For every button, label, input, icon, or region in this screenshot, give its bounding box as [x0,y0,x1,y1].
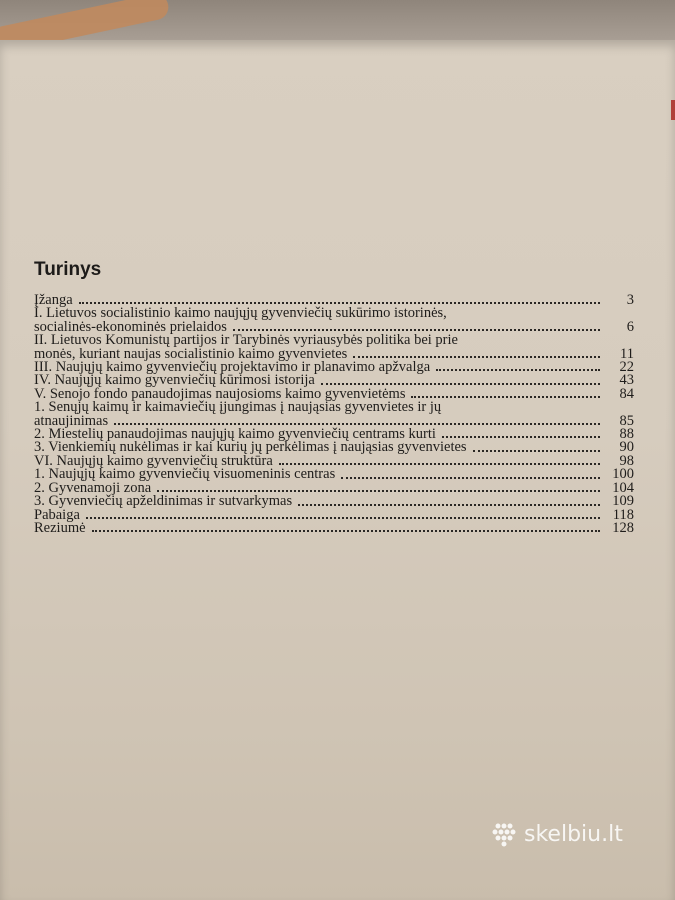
watermark-text: skelbiu.lt [524,821,623,847]
toc-page-number: 6 [626,318,634,335]
dots-logo-icon [490,820,518,848]
toc-entry-title: Reziumė [34,519,86,536]
toc-page-number: 84 [619,385,634,402]
leader-dots [411,396,600,398]
toc-page-number: 118 [612,506,634,523]
toc-page-number: 128 [612,519,634,536]
leader-dots [279,463,600,465]
leader-dots [436,369,600,371]
leader-dots [114,423,600,425]
toc-entry-title: Įžanga [34,292,73,308]
table-of-contents [34,294,634,535]
toc-page-number: 11 [620,345,634,362]
toc-page-number: 98 [619,452,634,469]
leader-dots [341,477,600,479]
toc-entry-title: atnaujinimas [34,412,109,429]
toc-entry-title: socialinės-ekonominės prielaidos [34,318,227,335]
leader-dots [298,504,600,506]
toc-entry [34,495,634,508]
leader-dots [353,356,600,358]
toc-page-number: 88 [619,426,634,443]
toc-page-number: 104 [612,479,634,496]
toc-page-number: 90 [619,439,634,456]
leader-dots [92,530,600,532]
toc-page-number: 43 [619,372,634,389]
toc-entry-title: IV. Naujųjų kaimo gyvenviečių kūrimosi istorija [34,372,315,389]
toc-entry [34,519,634,536]
toc-entry-title: VI. Naujųjų kaimo gyvenviečių struktūra [34,452,273,469]
toc-page-number: 85 [619,412,634,429]
toc-entry-line: 1. Senųjų kaimų ir kaimaviečių įjungimas į naująsias gyvenvietes ir jų [34,399,442,416]
leader-dots [321,383,600,385]
leader-dots [86,517,600,519]
toc-page-number: 109 [612,493,634,510]
leader-dots [157,490,600,492]
red-edge [671,100,675,120]
toc-entry-title: III. Naujųjų kaimo gyvenviečių projektavimo ir planavimo apžvalga [34,359,431,376]
toc-entry-line: II. Lietuvos Komunistų partijos ir Tarybinės vyriausybės politika bei prie [34,332,458,349]
toc-entry-title: Pabaiga [34,506,80,523]
toc-entry-title: 2. Miestelių panaudojimas naujųjų kaimo gyvenviečių centrams kurti [34,426,436,443]
leader-dots [233,329,600,331]
toc-entry-title: 2. Gyvenamoji zona [34,479,152,496]
toc-entry-title: monės, kuriant naujas socialistinio kaimo gyvenvietes [34,345,348,362]
watermark [490,820,623,848]
leader-dots [442,436,600,438]
toc-entry-title: 1. Naujųjų kaimo gyvenviečių visuomeninis centras [34,466,336,483]
leader-dots [473,450,600,452]
toc-entry-title: 3. Gyvenviečių apželdinimas ir sutvarkymas [34,493,293,510]
toc-entry-title: 3. Vienkiemių nukėlimas ir kai kurių jų perkėlimas į naująsias gyvenvietes [34,439,467,456]
toc-page-number: 22 [619,359,634,376]
toc-entry [34,506,634,523]
toc-entry-title: V. Senojo fondo panaudojimas naujosioms kaimo gyvenvietėms [34,385,406,402]
toc-entry-line: I. Lietuvos socialistinio kaimo naujųjų gyvenviečių sukūrimo istorinės, [34,305,447,322]
toc-page-number: 3 [626,292,634,308]
page-title: Turinys [34,259,102,280]
leader-dots [79,302,600,304]
toc-page-number: 100 [612,466,634,483]
